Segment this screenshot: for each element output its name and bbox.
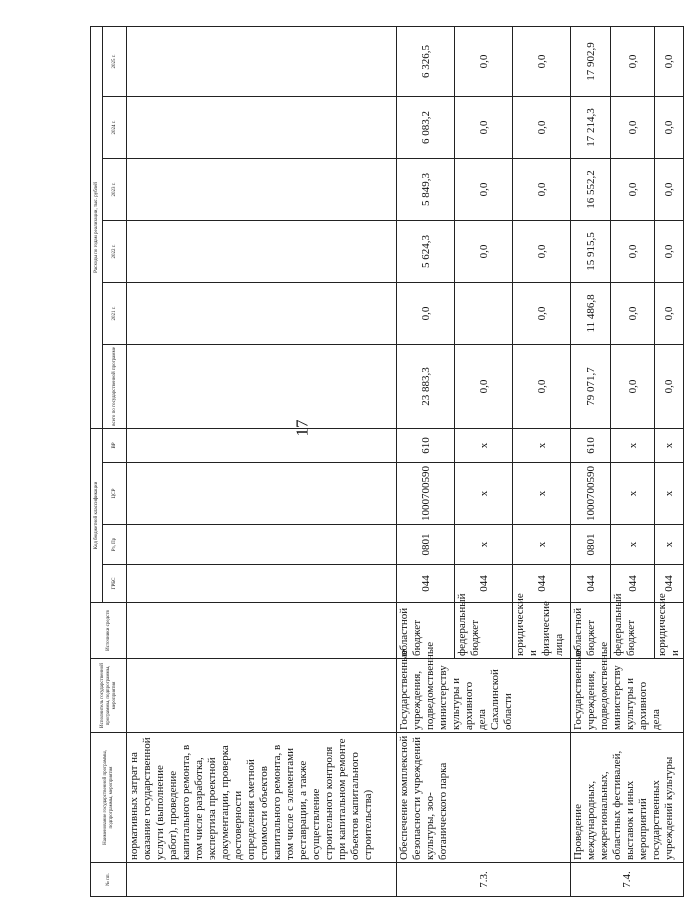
header-total: всего по государственной программе [103,344,127,428]
value-2022: 5 624,3 [397,220,455,282]
value-2025: 0,0 [655,26,684,96]
vr: х [655,428,684,462]
source: юридические и физические лица [513,603,571,659]
grbs: 044 [571,565,611,603]
value-2024: 6 083,2 [397,96,455,158]
value-2022: 15 915,5 [571,220,611,282]
value-2023: 0,0 [655,158,684,220]
csr: 1000700590 [397,463,455,525]
value-2021 [455,282,513,344]
csr: 1000700590 [571,463,611,525]
value-2023: 5 849,3 [397,158,455,220]
source: областной бюджет [397,603,455,659]
cell-empty [127,463,397,525]
value-2024: 17 214,3 [571,96,611,158]
value-2021: 0,0 [611,282,655,344]
cell-empty [127,96,397,158]
cell-empty [127,525,397,565]
total: 0,0 [655,344,684,428]
vr: 610 [397,428,455,462]
total: 79 071,7 [571,344,611,428]
cell-empty [127,282,397,344]
table-row [571,26,611,896]
measure-name: Обеспечение комплексной безопасности учреждений культуры, зоо-ботанического парка [397,733,571,863]
budget-table [90,26,684,897]
value-2022: 0,0 [513,220,571,282]
value-2021: 0,0 [397,282,455,344]
value-2025: 0,0 [513,26,571,96]
source: федеральный бюджет [611,603,655,659]
header-2025: 2025 г. [103,26,127,96]
cell-empty [127,26,397,96]
rzpr: 0801 [397,525,455,565]
executor-name: Государственные учреждения, подведомственные министерству культуры и архивного дела Сахалинской области [397,659,571,733]
header-csr: ЦСР [103,463,127,525]
value-2023: 0,0 [611,158,655,220]
value-2021: 11 486,8 [571,282,611,344]
total: 0,0 [611,344,655,428]
value-2025: 0,0 [611,26,655,96]
row-number: 7.3. [397,863,571,897]
header-grbs: ГРБС [103,565,127,603]
header-no: № пп. [91,863,127,897]
csr: х [611,463,655,525]
header-executor: Исполнитель государственной программы, подпрограммы, мероприятия [91,659,127,733]
source: федеральный бюджет [455,603,513,659]
value-2023: 0,0 [513,158,571,220]
cell-empty [127,659,397,733]
header-budget-group: Код бюджетной классификации [91,428,103,602]
rzpr: х [513,525,571,565]
csr: х [455,463,513,525]
header-years-group: Расходы по годам реализации, тыс. рублей [91,26,103,428]
rzpr: х [611,525,655,565]
total: 0,0 [455,344,513,428]
value-2023: 0,0 [455,158,513,220]
value-2022: 0,0 [611,220,655,282]
value-2025: 17 902,9 [571,26,611,96]
rzpr: х [655,525,684,565]
header-2021: 2021 г. [103,282,127,344]
vr: х [513,428,571,462]
cell-empty [127,158,397,220]
cell-empty [127,603,397,659]
row-number: 7.4. [571,863,684,897]
value-2024: 0,0 [655,96,684,158]
rzpr: х [455,525,513,565]
cell-empty [127,428,397,462]
total: 0,0 [513,344,571,428]
value-2021: 0,0 [513,282,571,344]
source: областной бюджет [571,603,611,659]
header-name: Наименование государственной программы, подпрограммы, мероприятия [91,733,127,863]
grbs: 044 [397,565,455,603]
header-2022: 2022 г. [103,220,127,282]
grbs: 044 [513,565,571,603]
source: юридические и [655,603,684,659]
grbs: 044 [655,565,684,603]
value-2022: 0,0 [655,220,684,282]
header-source: Источники средств [91,603,127,659]
cell-name: нормативных затрат на оказание государственной услуги (выполнение работ), проведение капитального ремонта, в том числе разработка, экспертиза проектной документации, проверка достоверности определения сметной стоимости объектов капитального ремонта, в том числе с элементами реставрации, а также осуществление строительного контроля при капитальном ремонте объектов капитального строительства) [127,733,397,863]
table-row [397,26,455,896]
value-2025: 0,0 [455,26,513,96]
vr: х [611,428,655,462]
csr: х [513,463,571,525]
cell-empty [127,344,397,428]
value-2024: 0,0 [611,96,655,158]
vr: х [455,428,513,462]
value-2025: 6 326,5 [397,26,455,96]
header-2024: 2024 г. [103,96,127,158]
header-rzpr: Рз, Пр [103,525,127,565]
total: 23 883,3 [397,344,455,428]
value-2024: 0,0 [513,96,571,158]
cell-no [127,863,397,897]
vr: 610 [571,428,611,462]
rzpr: 0801 [571,525,611,565]
grbs: 044 [455,565,513,603]
executor-name: Государственные учреждения, подведомственные министерству культуры и архивного дела [571,659,684,733]
table-row-continuation [127,26,397,896]
value-2024: 0,0 [455,96,513,158]
cell-empty [127,565,397,603]
page-number: 17 [292,419,312,437]
measure-name: Проведение международных, межрегиональных, областных фестивалей, выставок и иных мероприятий государственных учреждений культуры [571,733,684,863]
grbs: 044 [611,565,655,603]
value-2023: 16 552,2 [571,158,611,220]
header-2023: 2023 г. [103,158,127,220]
rotated-table-container [90,27,681,897]
cell-empty [127,220,397,282]
value-2022: 0,0 [455,220,513,282]
value-2021: 0,0 [655,282,684,344]
csr: х [655,463,684,525]
header-vr: ВР [103,428,127,462]
